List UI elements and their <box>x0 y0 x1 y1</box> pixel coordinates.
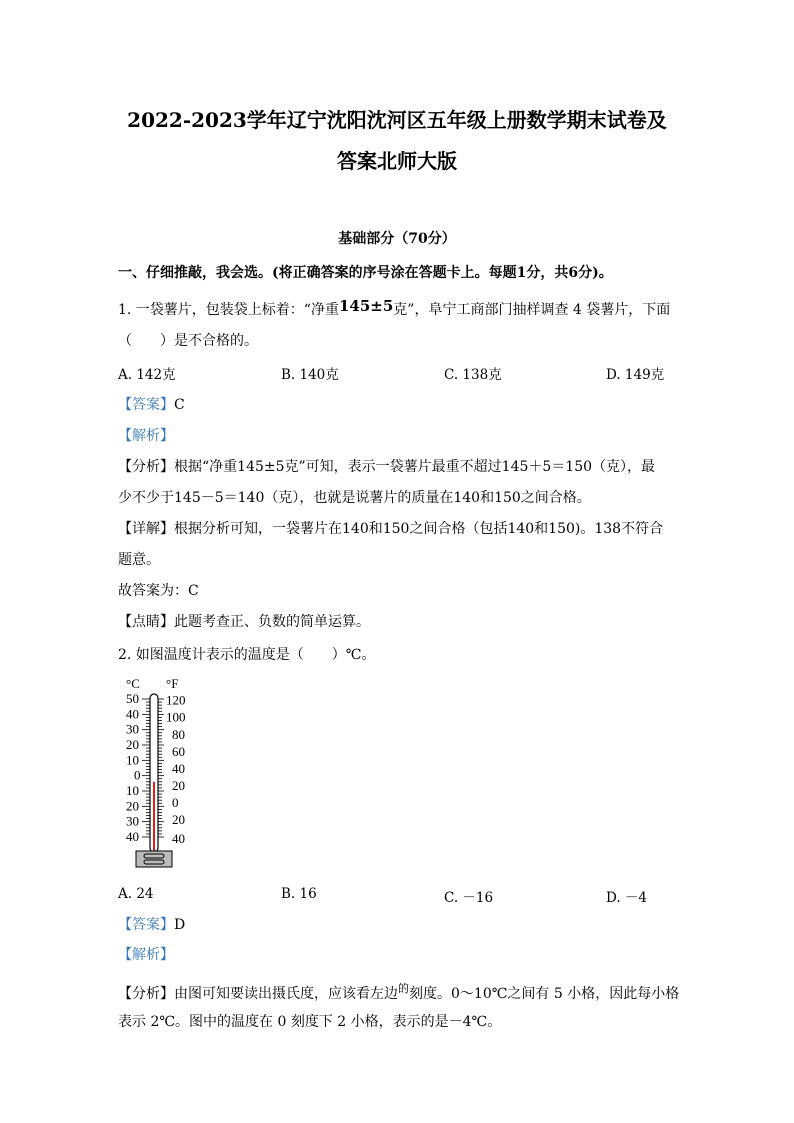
fahrenheit-unit: °F <box>166 676 179 691</box>
fenxi-label: 【分析】 <box>118 986 174 1002</box>
q2-answer <box>118 914 185 934</box>
q1-text-b: 克”，阜宁工商部门抽样调查 4 袋薯片，下面 <box>393 302 671 318</box>
q2-option-b: B. 16 <box>281 886 317 902</box>
celsius-label: 10 <box>126 783 139 798</box>
doc-title-line1: 2022-2023学年辽宁沈阳沈河区五年级上册数学期末试卷及 <box>127 108 667 132</box>
celsius-label: 10 <box>126 752 139 768</box>
q1-stem-line2: （ ）是不合格的。 <box>118 333 258 349</box>
q2-fenxi-line2: 表示 2℃。图中的温度在 0 刻度下 2 小格，表示的是－4℃。 <box>118 1014 502 1030</box>
section-heading: 基础部分（70分） <box>338 231 456 247</box>
celsius-label: 0 <box>134 767 141 783</box>
answer-value: D <box>174 917 186 933</box>
answer-label: 【答案】 <box>118 917 174 933</box>
celsius-label: 20 <box>126 798 139 814</box>
fahrenheit-label: 60 <box>172 743 185 759</box>
xiangjie-text: 根据分析可知，一袋薯片在140和150之间合格（包括140和150)。138不符合 <box>174 521 664 537</box>
q1-fenxi <box>118 456 655 476</box>
answer-label: 【答案】 <box>118 397 174 413</box>
dianjing-label: 【点睛】 <box>118 614 174 630</box>
answer-value: C <box>174 397 185 413</box>
q1-answer <box>118 394 185 414</box>
xiangjie-label: 【详解】 <box>118 521 174 537</box>
fahrenheit-label: 0 <box>172 794 179 810</box>
q1-option-c: C. 138克 <box>444 367 502 383</box>
celsius-label: 50 <box>126 691 139 706</box>
thermometer-figure <box>122 676 202 868</box>
q2-jiexi-label: 【解析】 <box>118 947 174 963</box>
fenxi-text-b: 刻度。0～10℃之间有 5 小格，因此每小格 <box>409 986 680 1002</box>
fahrenheit-label: 40 <box>172 760 185 776</box>
fahrenheit-label: 100 <box>166 709 186 725</box>
q1-option-b: B. 140克 <box>281 367 339 383</box>
q2-option-a: A. 24 <box>118 886 154 902</box>
q1-final: 故答案为：C <box>118 583 199 599</box>
q2-fenxi <box>118 980 679 1003</box>
q1-fenxi-line2: 少不少于145－5＝140（克），也就是说薯片的质量在140和150之间合格。 <box>118 490 591 506</box>
dianjing-text: 此题考查正、负数的简单运算。 <box>174 614 370 630</box>
celsius-unit: °C <box>126 676 140 691</box>
q1-xiangjie <box>118 518 663 538</box>
part-heading: 一、仔细推敲，我会选。(将正确答案的序号涂在答题卡上。每题1分，共6分)。 <box>118 265 613 281</box>
fenxi-text: 根据“净重145±5克”可知，表示一袋薯片最重不超过145＋5＝150（克），最 <box>174 459 656 475</box>
fahrenheit-label: 20 <box>172 811 185 827</box>
celsius-label: 20 <box>126 737 139 752</box>
q1-option-d: D. 149克 <box>606 367 665 383</box>
fahrenheit-label: 120 <box>166 692 186 708</box>
fenxi-text-a: 由图可知要读出摄氏度，应该看左边 <box>174 986 398 1002</box>
q2-stem: 2. 如图温度计表示的温度是（ ）℃。 <box>118 647 376 663</box>
q1-dianjing <box>118 611 370 631</box>
q1-option-a: A. 142克 <box>118 367 176 383</box>
celsius-label: 40 <box>126 706 139 722</box>
q1-stem <box>118 297 670 319</box>
celsius-label: 30 <box>126 813 139 829</box>
fahrenheit-label: 20 <box>172 777 185 793</box>
fenxi-sup: 的 <box>398 982 409 995</box>
fenxi-label: 【分析】 <box>118 459 174 475</box>
q2-option-d: D. －4 <box>606 890 648 906</box>
celsius-label: 40 <box>126 829 139 844</box>
doc-title-line2: 答案北师大版 <box>337 149 457 173</box>
q1-jiexi-label: 【解析】 <box>118 428 174 444</box>
thermometer-base <box>136 851 172 867</box>
fahrenheit-label: 40 <box>172 831 185 846</box>
q1-text-a: 1. 一袋薯片，包装袋上标着：“净重 <box>118 302 339 318</box>
q1-xiangjie-line2: 题意。 <box>118 552 160 568</box>
q2-option-c: C. －16 <box>444 890 494 906</box>
q1-formula: 145±5 <box>338 297 394 315</box>
celsius-label: 30 <box>126 721 139 737</box>
fahrenheit-label: 80 <box>172 726 185 742</box>
